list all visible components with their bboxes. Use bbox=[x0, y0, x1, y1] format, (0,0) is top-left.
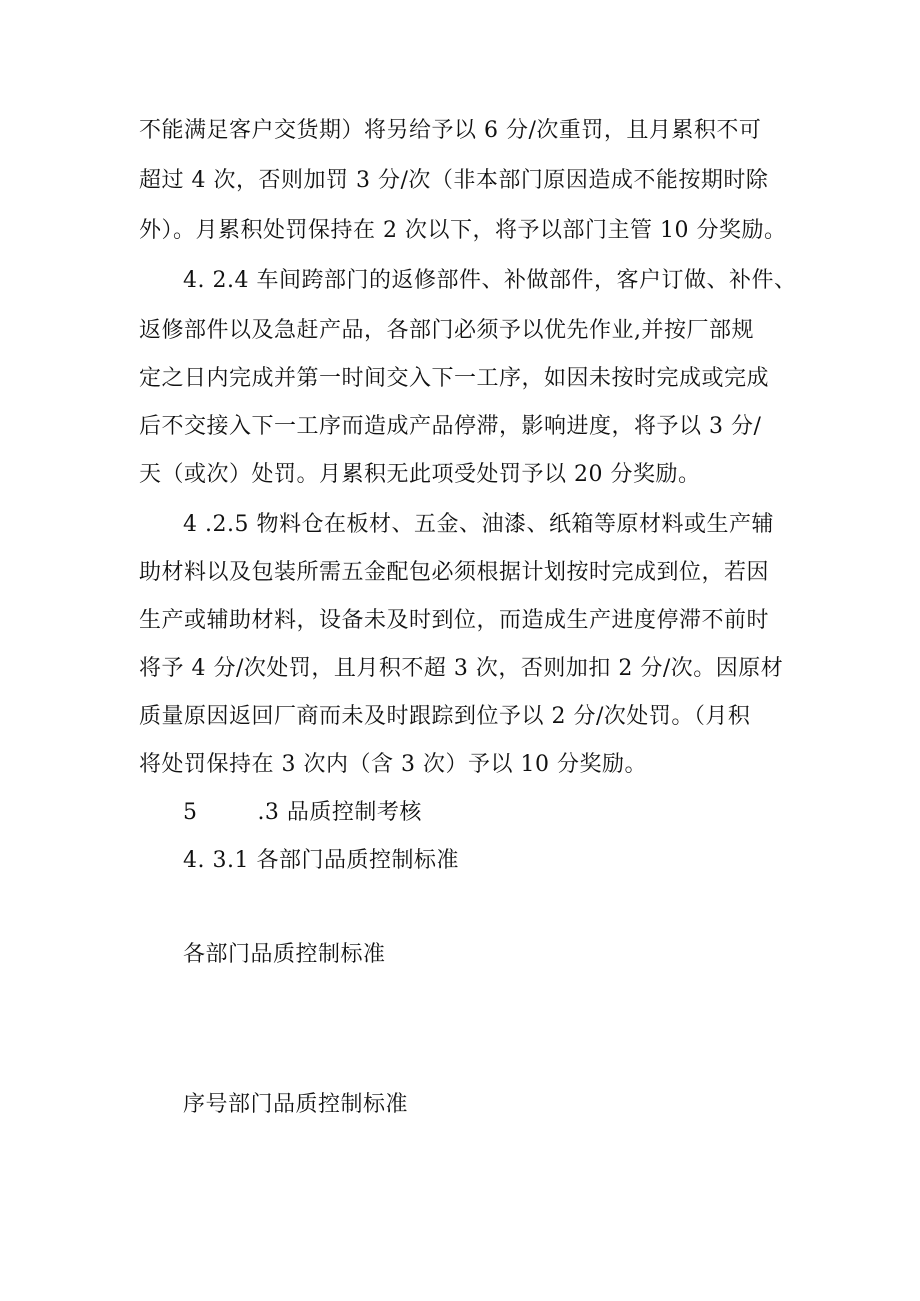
clause-4-2-5-line: 生产或辅助材料，设备未及时到位，而造成生产进度停滞不前时 bbox=[139, 608, 770, 633]
section-heading-5-3: 5 .3 品质控制考核 bbox=[183, 800, 422, 825]
table-header: 序号部门品质控制标准 bbox=[183, 1092, 409, 1117]
paragraph-line: 超过 4 次，否则加罚 3 分/次（非本部门原因造成不能按期时除 bbox=[139, 168, 769, 193]
clause-4-2-4-line: 返修部件以及急赶产品，各部门必须予以优先作业,并按厂部规 bbox=[139, 318, 754, 343]
clause-4-2-4-line: 4. 2.4 车间跨部门的返修部件、补做部件，客户订做、补件、 bbox=[183, 268, 797, 293]
clause-4-2-4-line: 天（或次）处罚。月累积无此项受处罚予以 20 分奖励。 bbox=[139, 462, 701, 487]
clause-4-2-5-line: 质量原因返回厂商而未及时跟踪到位予以 2 分/次处罚。（月积 bbox=[139, 704, 751, 729]
table-caption: 各部门品质控制标准 bbox=[183, 942, 386, 967]
paragraph-line: 不能满足客户交货期）将另给予以 6 分/次重罚，且月累积不可 bbox=[139, 118, 762, 143]
section-heading-4-3-1: 4. 3.1 各部门品质控制标准 bbox=[183, 848, 459, 873]
clause-4-2-5-line: 助材料以及包装所需五金配包必须根据计划按时完成到位，若因 bbox=[139, 560, 770, 585]
clause-4-2-5-line: 4 .2.5 物料仓在板材、五金、油漆、纸箱等原材料或生产辅 bbox=[183, 512, 774, 537]
clause-4-2-5-line: 将予 4 分/次处罚，且月积不超 3 次，否则加扣 2 分/次。因原材 bbox=[139, 656, 784, 681]
paragraph-line: 外）。月累积处罚保持在 2 次以下，将予以部门主管 10 分奖励。 bbox=[139, 218, 787, 243]
clause-4-2-4-line: 定之日内完成并第一时间交入下一工序，如因未按时完成或完成 bbox=[139, 366, 770, 391]
clause-4-2-4-line: 后不交接入下一工序而造成产品停滞，影响进度，将予以 3 分/ bbox=[139, 414, 762, 439]
clause-4-2-5-line: 将处罚保持在 3 次内（含 3 次）予以 10 分奖励。 bbox=[139, 752, 647, 777]
